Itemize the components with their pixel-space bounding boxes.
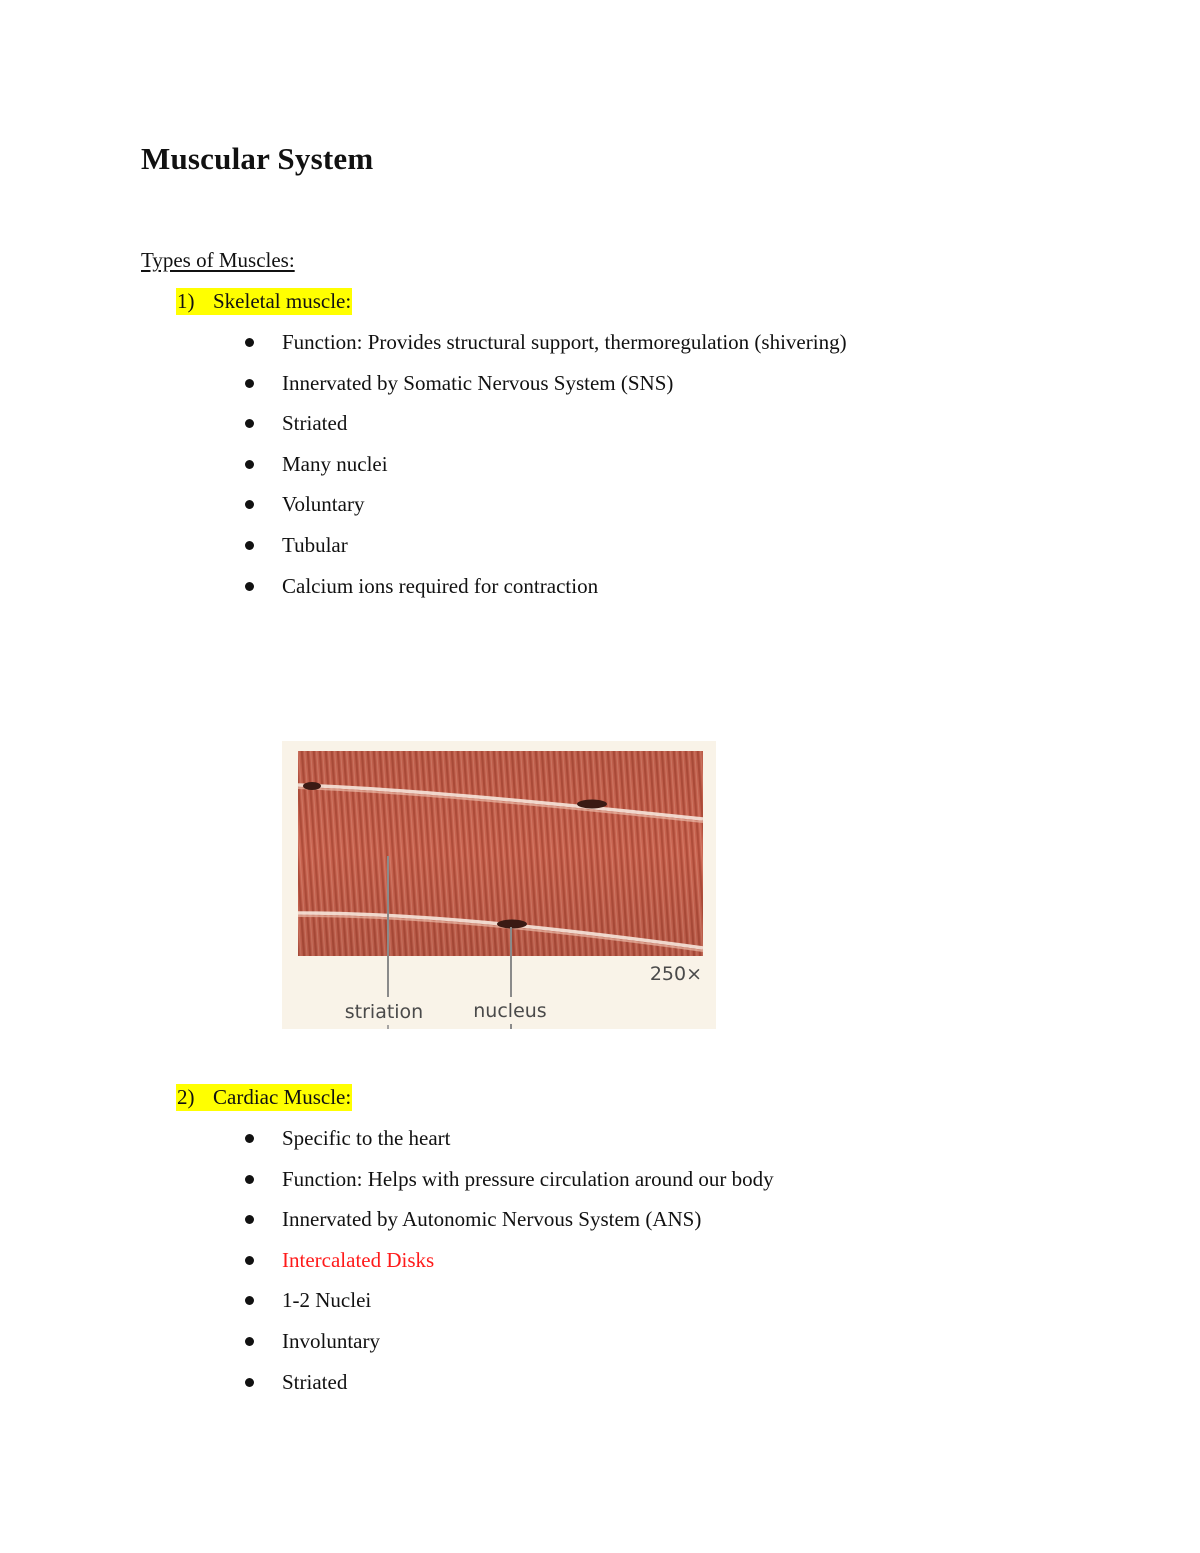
nucleus-label: nucleus <box>473 1000 547 1022</box>
section-title: Cardiac Muscle: <box>213 1085 352 1109</box>
bullet-icon <box>245 1256 254 1265</box>
section-number: 1) <box>177 289 195 313</box>
list-item-text: Function: Helps with pressure circulation around our body <box>282 1166 774 1191</box>
striation-label: striation <box>344 1001 424 1023</box>
bullet-icon <box>245 1337 254 1346</box>
section-heading-cardiac <box>176 1084 352 1111</box>
list-item-text: Involuntary <box>282 1328 380 1353</box>
page-title: Muscular System <box>141 141 374 176</box>
magnification-label: 250× <box>649 963 702 985</box>
bullet-icon <box>245 338 254 347</box>
list-item-text: Specific to the heart <box>282 1126 451 1150</box>
bullet-icon <box>245 582 254 591</box>
list-item-text: Many nuclei <box>282 451 388 476</box>
list-item-text: Function: Provides structural support, thermoregulation (shivering) <box>282 330 847 354</box>
nucleus-mark <box>303 782 321 790</box>
section-title: Skeletal muscle: <box>213 289 352 313</box>
list-item-text: Striated <box>282 411 348 436</box>
list-item-text: 1-2 Nuclei <box>282 1288 372 1313</box>
types-of-muscles-heading: Types of Muscles: <box>141 248 295 272</box>
bullet-icon <box>245 419 254 428</box>
bullet-icon <box>245 460 254 469</box>
bullet-icon <box>245 500 254 509</box>
bullet-icon <box>245 1175 254 1184</box>
list-item-text: Innervated by Autonomic Nervous System (ANS) <box>282 1207 702 1232</box>
bullet-icon <box>245 1378 254 1387</box>
section-heading-skeletal <box>176 288 352 315</box>
list-item-text: Tubular <box>282 532 348 557</box>
list-item-text: Striated <box>282 1369 348 1394</box>
list-item-text: Innervated by Somatic Nervous System (SNS) <box>282 370 674 395</box>
section-number: 2) <box>177 1085 195 1109</box>
bullet-icon <box>245 1134 254 1143</box>
list-item-text: Voluntary <box>282 492 365 517</box>
bullet-icon <box>245 1296 254 1305</box>
list-item-text: Intercalated Disks <box>282 1247 435 1272</box>
bullet-icon <box>245 1215 254 1224</box>
bullet-icon <box>245 379 254 388</box>
list-item-text: Calcium ions required for contraction <box>282 573 599 598</box>
bullet-icon <box>245 541 254 550</box>
nucleus-mark <box>577 800 607 809</box>
skeletal-muscle-micrograph <box>282 741 716 1029</box>
